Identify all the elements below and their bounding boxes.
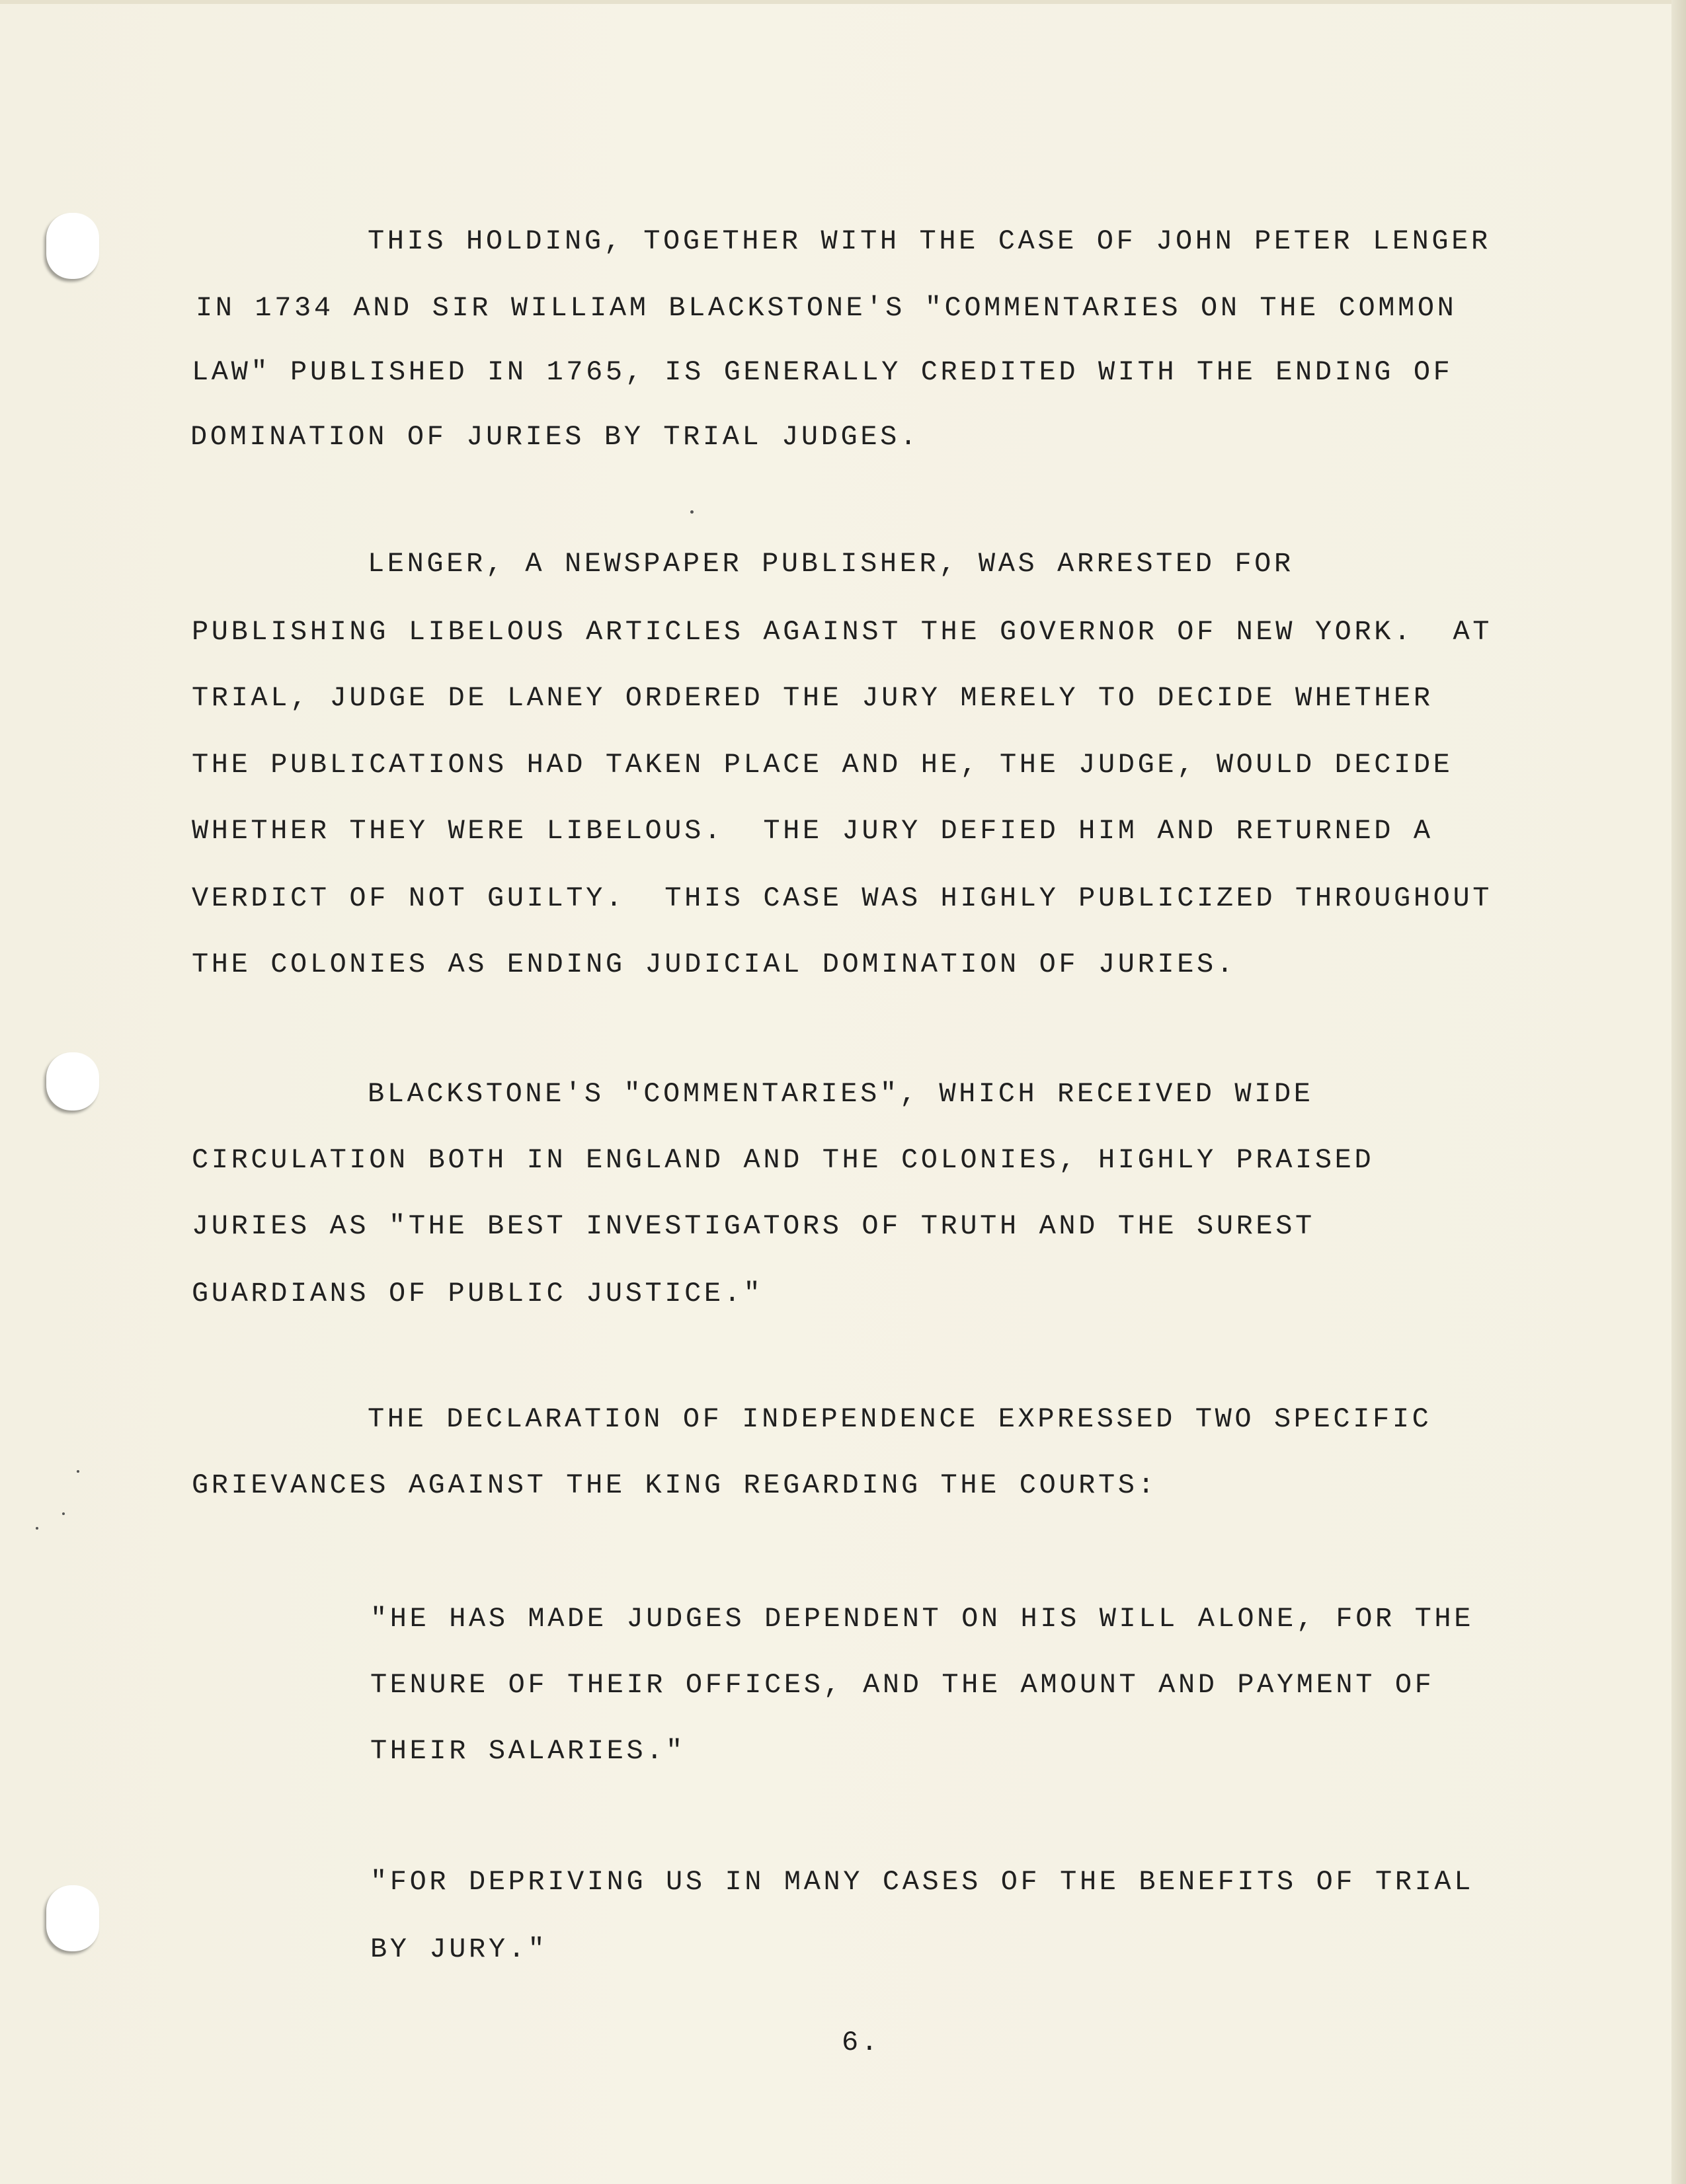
- paragraph-3-line-3: JURIES AS "THE BEST INVESTIGATORS OF TRUTH AND THE SUREST: [192, 1210, 1315, 1242]
- paragraph-4-line-1: THE DECLARATION OF INDEPENDENCE EXPRESSED TWO SPECIFIC: [368, 1403, 1432, 1435]
- paragraph-3-line-1: BLACKSTONE'S "COMMENTARIES", WHICH RECEIVED WIDE: [368, 1078, 1314, 1110]
- paragraph-2-line-5: WHETHER THEY WERE LIBELOUS. THE JURY DEFIED HIM AND RETURNED A: [192, 815, 1433, 847]
- paper-speck: [36, 1527, 38, 1530]
- paragraph-1-line-4: DOMINATION OF JURIES BY TRIAL JUDGES.: [190, 421, 920, 453]
- punch-hole-bottom: [46, 1885, 99, 1951]
- paper-right-edge: [1671, 0, 1686, 2184]
- paragraph-2-line-3: TRIAL, JUDGE DE LANEY ORDERED THE JURY MERELY TO DECIDE WHETHER: [192, 682, 1433, 714]
- paragraph-2-line-7: THE COLONIES AS ENDING JUDICIAL DOMINATION OF JURIES.: [192, 949, 1236, 980]
- paper-top-edge: [0, 0, 1686, 4]
- paragraph-3-line-2: CIRCULATION BOTH IN ENGLAND AND THE COLONIES, HIGHLY PRAISED: [192, 1144, 1375, 1176]
- paper-speck: [77, 1470, 79, 1473]
- paragraph-1-line-1: THIS HOLDING, TOGETHER WITH THE CASE OF JOHN PETER LENGER: [368, 225, 1491, 257]
- paragraph-2-line-2: PUBLISHING LIBELOUS ARTICLES AGAINST THE GOVERNOR OF NEW YORK. AT: [192, 616, 1493, 648]
- paragraph-2-line-6: VERDICT OF NOT GUILTY. THIS CASE WAS HIGHLY PUBLICIZED THROUGHOUT: [192, 882, 1493, 914]
- paragraph-2-line-4: THE PUBLICATIONS HAD TAKEN PLACE AND HE, THE JUDGE, WOULD DECIDE: [192, 749, 1453, 781]
- paragraph-1-line-3: LAW" PUBLISHED IN 1765, IS GENERALLY CREDITED WITH THE ENDING OF: [192, 356, 1453, 388]
- quote-1-line-2: TENURE OF THEIR OFFICES, AND THE AMOUNT AND PAYMENT OF: [370, 1669, 1435, 1701]
- quote-1-line-1: "HE HAS MADE JUDGES DEPENDENT ON HIS WILL ALONE, FOR THE: [370, 1603, 1474, 1635]
- quote-2-line-1: "FOR DEPRIVING US IN MANY CASES OF THE BENEFITS OF TRIAL: [370, 1866, 1474, 1898]
- paper-speck: [690, 510, 694, 514]
- paragraph-3-line-4: GUARDIANS OF PUBLIC JUSTICE.": [192, 1278, 764, 1309]
- paragraph-4-line-2: GRIEVANCES AGAINST THE KING REGARDING THE COURTS:: [192, 1469, 1158, 1501]
- quote-2-line-2: BY JURY.": [370, 1933, 548, 1965]
- paragraph-1-line-2: IN 1734 AND SIR WILLIAM BLACKSTONE'S "COMMENTARIES ON THE COMMON: [196, 292, 1457, 324]
- punch-hole-middle: [46, 1052, 99, 1111]
- punch-hole-top: [46, 213, 99, 279]
- paragraph-2-line-1: LENGER, A NEWSPAPER PUBLISHER, WAS ARRESTED FOR: [368, 548, 1294, 580]
- paper-speck: [62, 1512, 65, 1515]
- quote-1-line-3: THEIR SALARIES.": [370, 1735, 686, 1767]
- page-number: 6.: [842, 2027, 881, 2058]
